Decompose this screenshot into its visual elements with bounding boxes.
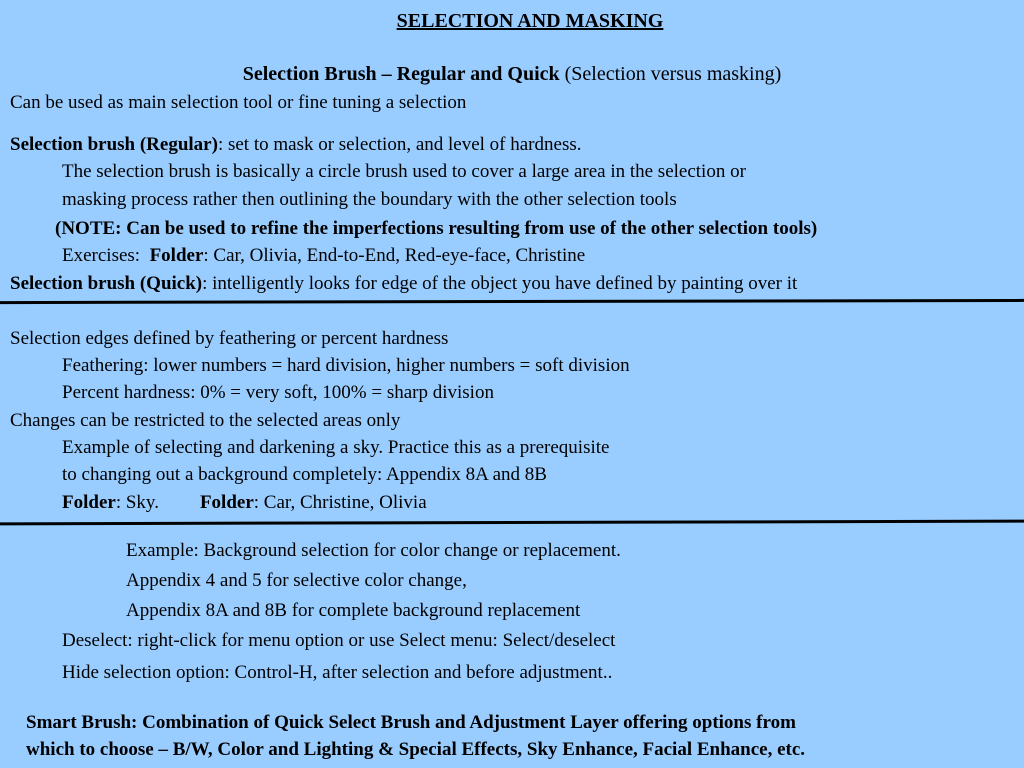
section2-line3: Percent hardness: 0% = very soft, 100% = sharp division xyxy=(62,382,494,403)
divider-2 xyxy=(0,520,1024,526)
section3-line2: Appendix 4 and 5 for selective color change, xyxy=(126,570,467,591)
quick-text: : intelligently looks for edge of the object you have defined by painting over it xyxy=(202,273,798,294)
page-title: SELECTION AND MASKING xyxy=(396,10,664,32)
regular-text: : set to mask or selection, and level of hardness. xyxy=(217,134,582,155)
subtitle-bold: Selection Brush – Regular and Quick xyxy=(242,63,560,85)
section2-line1: Selection edges defined by feathering or percent hardness xyxy=(10,328,449,349)
quick-label: Selection brush (Quick) xyxy=(10,273,203,294)
subtitle xyxy=(0,63,1024,85)
section2-line5: Example of selecting and darkening a sky. Practice this as a prerequisite xyxy=(62,437,610,458)
divider-1 xyxy=(0,299,1024,304)
section1-quick xyxy=(10,273,797,295)
regular-label: Selection brush (Regular) xyxy=(10,134,218,155)
section2-line2: Feathering: lower numbers = hard division, higher numbers = soft division xyxy=(62,355,630,376)
section1-line1: Can be used as main selection tool or fine tuning a selection xyxy=(10,92,467,113)
section2-folders xyxy=(62,492,427,514)
folder2-label: Folder xyxy=(199,492,254,513)
section3-line5: Hide selection option: Control-H, after selection and before adjustment.. xyxy=(62,662,613,683)
subtitle-normal: (Selection versus masking) xyxy=(559,63,782,85)
section2-line6: to changing out a background completely: Appendix 8A and 8B xyxy=(62,464,547,485)
section2-line4: Changes can be restricted to the selected areas only xyxy=(10,410,401,431)
section3-line3: Appendix 8A and 8B for complete background replacement xyxy=(126,600,581,621)
smart-brush-line1: Smart Brush: Combination of Quick Select Brush and Adjustment Layer offering options from xyxy=(26,712,796,733)
folder1-text: : Sky. xyxy=(115,492,159,513)
smart-brush-line2: which to choose – B/W, Color and Lighting & Special Effects, Sky Enhance, Facial Enhance, etc. xyxy=(26,739,806,760)
section1-regular xyxy=(10,134,581,156)
section1-desc2: masking process rather then outlining the boundary with the other selection tools xyxy=(62,189,677,210)
section1-note: (NOTE: Can be used to refine the imperfections resulting from use of the other selection tools) xyxy=(55,218,818,239)
exercises-prefix: Exercises: xyxy=(62,245,150,266)
section3-line4: Deselect: right-click for menu option or use Select menu: Select/deselect xyxy=(62,630,616,651)
section1-exercises xyxy=(62,245,585,267)
section1-desc1: The selection brush is basically a circle brush used to cover a large area in the selection or xyxy=(62,161,746,182)
section3-line1: Example: Background selection for color change or replacement. xyxy=(126,540,621,561)
folder2-text: : Car, Christine, Olivia xyxy=(253,492,427,513)
exercises-text: : Car, Olivia, End-to-End, Red-eye-face, Christine xyxy=(203,245,586,266)
exercises-folder-label: Folder xyxy=(149,245,204,266)
folder1-label: Folder xyxy=(62,492,116,513)
